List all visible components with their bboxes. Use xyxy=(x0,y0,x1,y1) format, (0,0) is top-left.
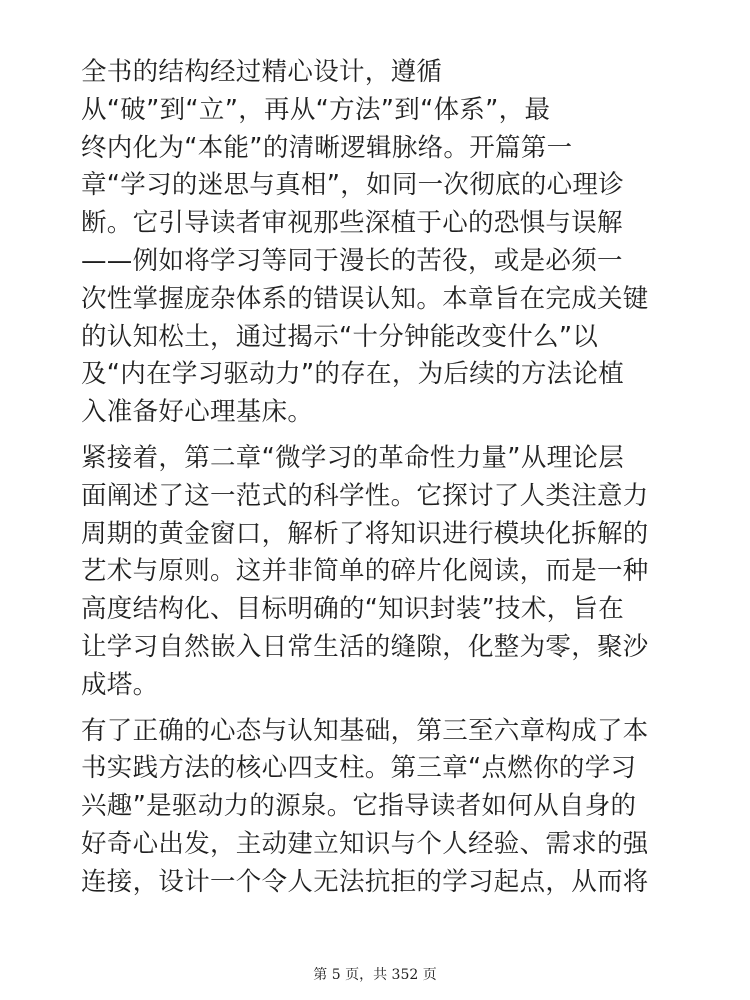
paragraph-3 xyxy=(81,713,681,902)
paragraph-1 xyxy=(81,54,681,432)
text-line: 让学习自然嵌入日常生活的缝隙，化整为零，聚沙 xyxy=(81,631,649,662)
text-line: 及“内在学习驱动力”的存在，为后续的方法论植 xyxy=(81,359,625,390)
text-line: 高度结构化、目标明确的“知识封装”技术，旨在 xyxy=(81,594,625,625)
paragraph-gap xyxy=(81,705,681,713)
text-line: 次性掌握庞杂体系的错误认知。本章旨在完成关键 xyxy=(81,283,649,314)
body-text xyxy=(81,54,681,902)
paragraph-2 xyxy=(81,440,681,705)
text-line: 书实践方法的核心四支柱。第三章“点燃你的学习 xyxy=(81,753,637,784)
text-line: 的认知松土，通过揭示“十分钟能改变什么”以 xyxy=(81,321,599,352)
text-line: 断。它引导读者审视那些深植于心的恐惧与误解 xyxy=(81,208,623,239)
text-line: 艺术与原则。这并非简单的碎片化阅读，而是一种 xyxy=(81,556,649,587)
text-line: 从“破”到“立”，再从“方法”到“体系”，最 xyxy=(81,94,551,125)
text-line: 周期的黄金窗口，解析了将知识进行模块化拆解的 xyxy=(81,518,649,549)
text-line: 紧接着，第二章“微学习的革命性力量”从理论层 xyxy=(81,442,625,473)
text-line: 好奇心出发，主动建立知识与个人经验、需求的强 xyxy=(81,828,649,859)
text-line: 终内化为“本能”的清晰逻辑脉络。开篇第一 xyxy=(81,132,573,163)
text-line: 全书的结构经过精心设计，遵循 xyxy=(81,57,443,87)
text-line: 面阐述了这一范式的科学性。它探讨了人类注意力 xyxy=(81,480,649,511)
text-line: 连接，设计一个令人无法抗拒的学习起点，从而将 xyxy=(81,866,649,897)
text-line: 有了正确的心态与认知基础，第三至六章构成了本 xyxy=(81,715,649,746)
text-line: 成塔。 xyxy=(81,669,159,700)
page-number-footer: 第 5 页，共 352 页 xyxy=(313,967,437,983)
text-line: 兴趣”是驱动力的源泉。它指导读者如何从自身的 xyxy=(81,791,637,822)
text-line: 入准备好心理基床。 xyxy=(81,397,314,428)
text-line: ——例如将学习等同于漫长的苦役，或是必须一 xyxy=(81,245,623,276)
paragraph-gap xyxy=(81,432,681,440)
text-line: 章“学习的迷思与真相”，如同一次彻底的心理诊 xyxy=(81,170,625,201)
